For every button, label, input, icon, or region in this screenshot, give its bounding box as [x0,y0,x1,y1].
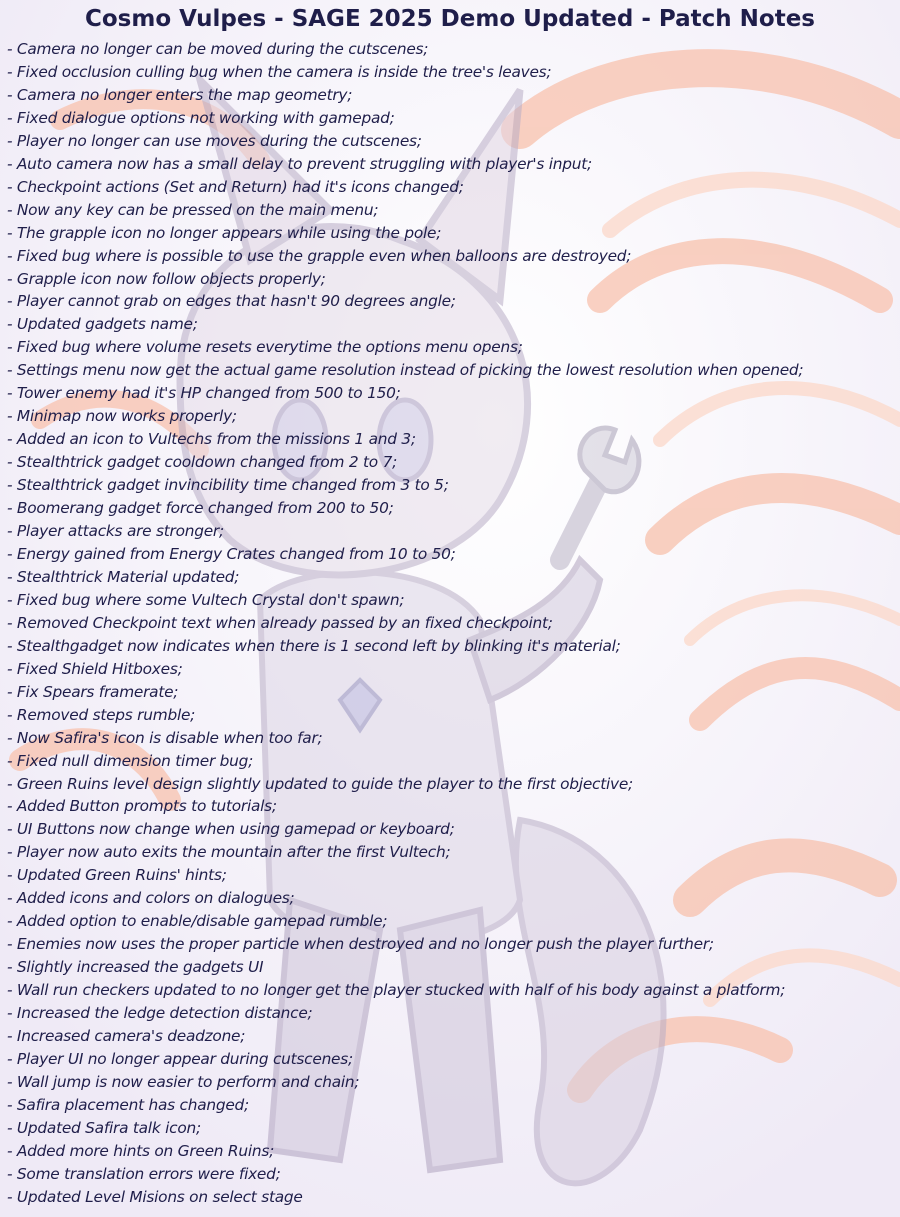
patch-note-item: - Safira placement has changed; [7,1095,249,1114]
patch-note-item: - Updated Green Ruins' hints; [7,866,227,885]
patch-note-item: - Increased the ledge detection distance; [7,1004,313,1023]
patch-note-item: - Checkpoint actions (Set and Return) had it's icons changed; [7,177,464,196]
patch-note-item: - Fixed bug where some Vultech Crystal don't spawn; [7,590,405,609]
patch-note-item: - Now any key can be pressed on the main menu; [7,200,379,219]
patch-note-item: - Grapple icon now follow objects properly; [7,269,326,288]
patch-note-item: - Added an icon to Vultechs from the missions 1 and 3; [7,430,416,449]
patch-note-item: - Minimap now works properly; [7,407,237,426]
patch-note-item: - UI Buttons now change when using gamepad or keyboard; [7,820,455,839]
patch-note-item: - Auto camera now has a small delay to prevent struggling with player's input; [7,154,592,173]
patch-note-item: - Removed Checkpoint text when already passed by an fixed checkpoint; [7,613,553,632]
patch-note-item: - Removed steps rumble; [7,705,196,724]
patch-note-item: - Stealthgadget now indicates when there is 1 second left by blinking it's material; [7,636,621,655]
patch-note-item: - Fixed null dimension timer bug; [7,751,254,770]
patch-note-item: - Updated Level Misions on select stage [7,1187,303,1206]
page-title: Cosmo Vulpes - SAGE 2025 Demo Updated - Patch Notes [85,6,815,32]
patch-note-item: - Player UI no longer appear during cutscenes; [7,1049,353,1068]
patch-note-item: - Updated Safira talk icon; [7,1118,201,1137]
patch-note-item: - Some translation errors were fixed; [7,1164,281,1183]
patch-note-item: - Wall run checkers updated to no longer get the player stucked with half of his body against a platform; [7,981,786,1000]
patch-note-item: - Player now auto exits the mountain after the first Vultech; [7,843,451,862]
patch-note-item: - Now Safira's icon is disable when too far; [7,728,323,747]
patch-note-item: - Fixed dialogue options not working with gamepad; [7,108,395,127]
patch-note-item: - Stealthtrick Material updated; [7,567,240,586]
patch-note-item: - Stealthtrick gadget cooldown changed from 2 to 7; [7,453,398,472]
patch-note-item: - Increased camera's deadzone; [7,1026,246,1045]
patch-note-item: - Tower enemy had it's HP changed from 500 to 150; [7,384,401,403]
patch-note-item: - Fixed bug where is possible to use the grapple even when balloons are destroyed; [7,246,632,265]
patch-note-item: - The grapple icon no longer appears while using the pole; [7,223,442,242]
patch-note-item: - Slightly increased the gadgets UI [7,958,264,977]
patch-note-item: - Added option to enable/disable gamepad rumble; [7,912,388,931]
patch-note-item: - Fixed Shield Hitboxes; [7,659,183,678]
patch-note-item: - Added more hints on Green Ruins; [7,1141,274,1160]
patch-note-item: - Player cannot grab on edges that hasn't 90 degrees angle; [7,292,456,311]
patch-note-item: - Boomerang gadget force changed from 200 to 50; [7,499,394,518]
patch-note-item: - Energy gained from Energy Crates changed from 10 to 50; [7,544,456,563]
patch-note-item: - Player attacks are stronger; [7,522,224,541]
patch-note-item: - Added icons and colors on dialogues; [7,889,295,908]
patch-note-item: - Updated gadgets name; [7,315,198,334]
patch-note-item: - Camera no longer enters the map geometry; [7,85,353,104]
patch-note-item: - Added Button prompts to tutorials; [7,797,277,816]
patch-note-item: - Camera no longer can be moved during the cutscenes; [7,40,429,58]
patch-note-item: - Wall jump is now easier to perform and chain; [7,1072,360,1091]
patch-note-item: - Enemies now uses the proper particle when destroyed and no longer push the player further; [7,935,714,954]
patch-note-item: - Green Ruins level design slightly updated to guide the player to the first objective; [7,774,633,793]
patch-note-item: - Fixed bug where volume resets everytime the options menu opens; [7,338,523,357]
patch-note-item: - Player no longer can use moves during the cutscenes; [7,131,422,150]
patch-note-item: - Stealthtrick gadget invincibility time changed from 3 to 5; [7,476,449,495]
patch-note-item: - Fixed occlusion culling bug when the camera is inside the tree's leaves; [7,62,552,81]
patch-note-item: - Fix Spears framerate; [7,682,179,701]
patch-note-item: - Settings menu now get the actual game resolution instead of picking the lowest resolution when opened; [7,361,804,380]
patch-notes-list [7,38,899,1209]
